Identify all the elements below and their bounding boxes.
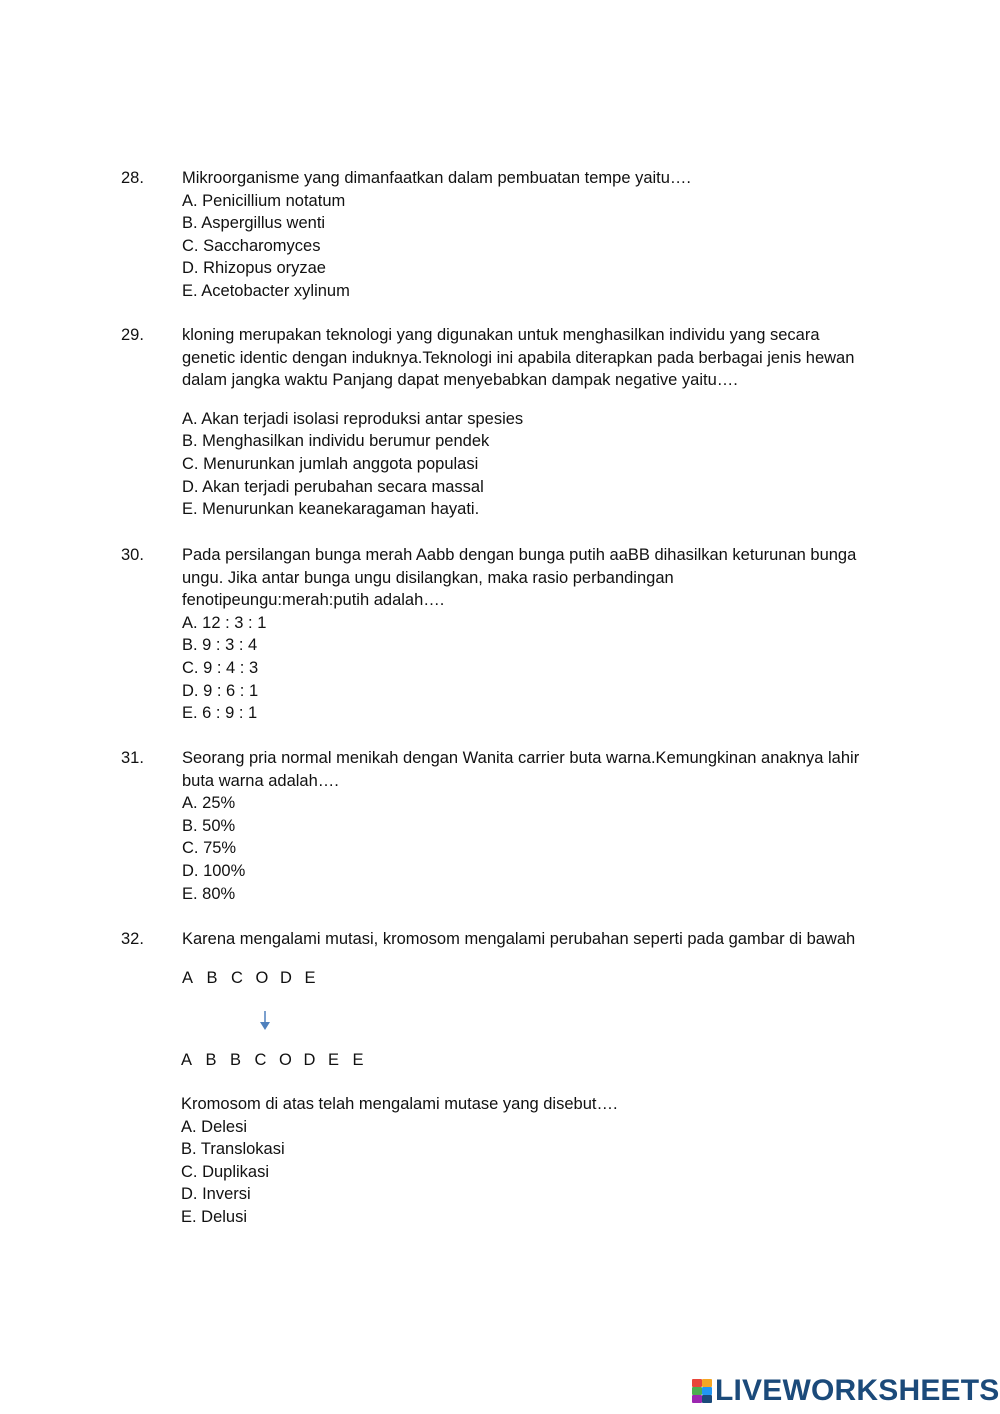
gene-label: D xyxy=(280,969,292,987)
option-c[interactable]: C. Saccharomyces xyxy=(182,236,321,255)
option-c[interactable]: C. Menurunkan jumlah anggota populasi xyxy=(182,454,479,473)
gene-label: A xyxy=(181,1051,193,1069)
option-d[interactable]: D. Akan terjadi perubahan secara massal xyxy=(182,477,484,496)
liveworksheets-logo-icon xyxy=(692,1379,712,1403)
option-e[interactable]: E. 80% xyxy=(182,884,236,903)
option-d[interactable]: D. Inversi xyxy=(181,1185,251,1204)
gene-label: E xyxy=(328,1051,340,1069)
option-a[interactable]: A. 12 : 3 : 1 xyxy=(182,613,267,632)
option-c[interactable]: C. 9 : 4 : 3 xyxy=(182,658,259,677)
gene-label: C xyxy=(231,969,243,987)
question-text: Kromosom di atas telah mengalami mutase yang disebut…. xyxy=(181,1095,618,1113)
option-a[interactable]: A. Akan terjadi isolasi reproduksi antar spesies xyxy=(182,409,524,428)
option-b[interactable]: B. 50% xyxy=(182,816,236,835)
question-number: 31. xyxy=(121,749,144,767)
down-arrow-icon xyxy=(258,1010,272,1032)
question-text-line-2: buta warna adalah…. xyxy=(182,771,339,790)
option-a[interactable]: A. Penicillium notatum xyxy=(182,191,346,210)
question-text-line-1: Seorang pria normal menikah dengan Wanita carrier buta warna.Kemungkinan anaknya lahir xyxy=(182,749,860,767)
option-b[interactable]: B. Aspergillus wenti xyxy=(182,214,326,233)
question-32-answers xyxy=(181,1093,881,1229)
option-a[interactable]: A. Delesi xyxy=(181,1117,248,1136)
option-d[interactable]: D. Rhizopus oryzae xyxy=(182,259,326,278)
option-c[interactable]: C. 75% xyxy=(182,839,237,858)
option-c[interactable]: C. Duplikasi xyxy=(181,1162,270,1181)
gene-label: D xyxy=(303,1051,316,1069)
question-text: Mikroorganisme yang dimanfaatkan dalam pembuatan tempe yaitu…. xyxy=(182,169,692,187)
question-text-line-3: dalam jangka waktu Panjang dapat menyebabkan dampak negative yaitu…. xyxy=(182,371,738,390)
gene-label: C xyxy=(254,1051,267,1069)
option-e[interactable]: E. 6 : 9 : 1 xyxy=(182,704,258,723)
option-b[interactable]: B. Translokasi xyxy=(181,1140,285,1159)
question-text-line-3: fenotipeungu:merah:putih adalah…. xyxy=(182,591,445,610)
chromosome-after xyxy=(181,1049,377,1071)
question-text-line-1: kloning merupakan teknologi yang digunakan untuk menghasilkan individu yang secara xyxy=(182,326,820,344)
gene-label: B xyxy=(205,1051,217,1069)
question-number: 30. xyxy=(121,546,144,564)
question-number: 28. xyxy=(121,169,144,187)
question-text-line-2: ungu. Jika antar bunga ungu disilangkan, maka rasio perbandingan xyxy=(182,568,674,587)
question-text: Karena mengalami mutasi, kromosom mengalami perubahan seperti pada gambar di bawah xyxy=(182,930,856,948)
option-e[interactable]: E. Menurunkan keanekaragaman hayati. xyxy=(182,500,480,519)
gene-label: E xyxy=(304,969,316,987)
option-a[interactable]: A. 25% xyxy=(182,794,236,813)
question-text-line-1: Pada persilangan bunga merah Aabb dengan bunga putih aaBB dihasilkan keturunan bunga xyxy=(182,546,857,564)
gene-label: O xyxy=(255,969,269,987)
option-e[interactable]: E. Acetobacter xylinum xyxy=(182,281,350,300)
gene-label: B xyxy=(230,1051,242,1069)
option-d[interactable]: D. 100% xyxy=(182,861,246,880)
liveworksheets-logo xyxy=(692,1376,1000,1406)
question-text-line-2: genetic identic dengan induknya.Teknologi ini apabila diterapkan pada berbagai jenis hewan xyxy=(182,348,855,367)
gene-label: B xyxy=(206,969,218,987)
gene-label: A xyxy=(182,969,194,987)
gene-label: O xyxy=(279,1051,292,1069)
option-b[interactable]: B. Menghasilkan individu berumur pendek xyxy=(182,432,490,451)
option-b[interactable]: B. 9 : 3 : 4 xyxy=(182,636,258,655)
option-e[interactable]: E. Delusi xyxy=(181,1207,248,1226)
chromosome-before xyxy=(182,967,329,989)
gene-label: E xyxy=(352,1051,364,1069)
option-d[interactable]: D. 9 : 6 : 1 xyxy=(182,681,259,700)
question-number: 29. xyxy=(121,326,144,344)
logo-text: LIVEWORKSHEETS xyxy=(715,1374,1000,1407)
question-number: 32. xyxy=(121,930,144,948)
